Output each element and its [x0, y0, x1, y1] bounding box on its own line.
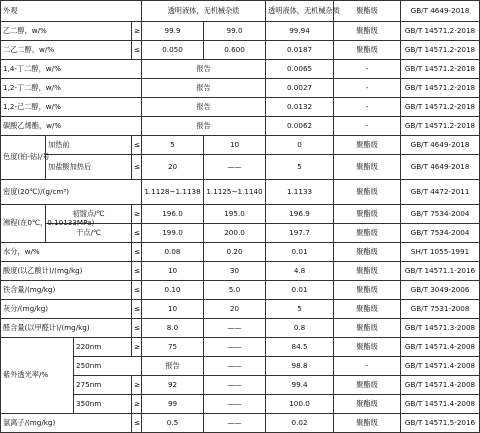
row-acidity — [1, 262, 480, 281]
item-label: 碳酸乙烯酯，w/% — [1, 117, 142, 136]
grade: - — [334, 98, 401, 117]
measured-value: 0.0132 — [266, 98, 334, 117]
row-ethylene-carbonate — [1, 117, 480, 136]
grade: 聚酯级 — [334, 376, 401, 395]
grade: 聚酯级 — [334, 414, 401, 433]
standard: GB/T 4649-2018 — [401, 136, 480, 155]
wavelength: 350nm — [74, 395, 132, 414]
measured-value: 0.8 — [266, 319, 334, 338]
measured-value: 196.9 — [266, 205, 334, 224]
row-12-hexanediol — [1, 98, 480, 117]
measured-value: 5 — [266, 155, 334, 180]
measured-value: 100.0 — [266, 395, 334, 414]
spec-value-1: 0.5 — [142, 414, 204, 433]
spec-value-1: 99.9 — [142, 22, 204, 41]
standard: GB/T 3049-2006 — [401, 281, 480, 300]
spec-report: 报告 — [142, 357, 204, 376]
spec-value-2: —— — [204, 338, 266, 357]
spec-value-2: 1.1125~1.1140 — [204, 180, 266, 205]
item-label: 二乙二醇，w/% — [1, 41, 132, 60]
spec-value: 透明液体，无机械杂质 — [142, 1, 266, 22]
standard: GB/T 14571.2-2018 — [401, 41, 480, 60]
spec-value-2: 10 — [204, 136, 266, 155]
row-chloride — [1, 414, 480, 433]
measured-value: 0.01 — [266, 243, 334, 262]
item-label: 1,2-己二醇，w/% — [1, 98, 142, 117]
grade: 聚酯级 — [334, 243, 401, 262]
operator: ≥ — [132, 376, 142, 395]
standard: GB/T 4649-2018 — [401, 1, 480, 22]
row-uv-220 — [1, 338, 480, 357]
spec-value-1: 199.0 — [142, 224, 204, 243]
measured-value: 透明液体，无机械杂质 — [266, 1, 334, 22]
item-label: 密度(20℃)/(g/cm³) — [1, 180, 142, 205]
row-ash — [1, 300, 480, 319]
operator: ≤ — [132, 136, 142, 155]
measured-value: 5 — [266, 300, 334, 319]
standard: GB/T 14571.4-2008 — [401, 357, 480, 376]
spec-value-2: 99.0 — [204, 22, 266, 41]
wavelength: 220nm — [74, 338, 132, 357]
spec-value-1: 1.1128~1.1138 — [142, 180, 204, 205]
grade: - — [334, 60, 401, 79]
row-boiling-initial — [1, 205, 480, 224]
spec-value-2: —— — [204, 155, 266, 180]
grade: 聚酯级 — [334, 41, 401, 60]
operator: ≤ — [132, 262, 142, 281]
standard: GB/T 7531-2008 — [401, 300, 480, 319]
spec-report: 报告 — [142, 117, 266, 136]
standard: GB/T 14571.2-2018 — [401, 117, 480, 136]
operator: ≤ — [132, 300, 142, 319]
standard: GB/T 14571.4-2008 — [401, 376, 480, 395]
grade: 聚酯级 — [334, 180, 401, 205]
row-color-after-heat — [1, 155, 480, 180]
spec-value-1: 0.050 — [142, 41, 204, 60]
row-color-before-heat — [1, 136, 480, 155]
grade: 聚酯级 — [334, 262, 401, 281]
spec-value-1: 0.08 — [142, 243, 204, 262]
operator: ≥ — [132, 22, 142, 41]
row-water — [1, 243, 480, 262]
item-label: 紫外透光率/% — [1, 338, 74, 414]
spec-value-1: 5 — [142, 136, 204, 155]
grade: 聚酯级 — [334, 205, 401, 224]
standard: GB/T 4472-2011 — [401, 180, 480, 205]
item-label: 1,4-丁二醇，w/% — [1, 60, 142, 79]
sub-label: 初馏点/℃ — [46, 205, 132, 224]
spec-value-2: 0.600 — [204, 41, 266, 60]
measured-value: 197.7 — [266, 224, 334, 243]
measured-value: 0.02 — [266, 414, 334, 433]
measured-value: 1.1133 — [266, 180, 334, 205]
spec-value-2: —— — [204, 357, 266, 376]
standard: GB/T 14571.2-2018 — [401, 60, 480, 79]
item-label: 水分，w/% — [1, 243, 132, 262]
sub-label: 干点/℃ — [46, 224, 132, 243]
item-label: 醛含量(以甲醛计)/(mg/kg) — [1, 319, 132, 338]
spec-value-2: —— — [204, 319, 266, 338]
grade: 聚酯级 — [334, 1, 401, 22]
standard: GB/T 14571.3-2008 — [401, 319, 480, 338]
grade: - — [334, 79, 401, 98]
spec-value-1: 0.10 — [142, 281, 204, 300]
measured-value: 0 — [266, 136, 334, 155]
grade: 聚酯级 — [334, 300, 401, 319]
measured-value: 99.94 — [266, 22, 334, 41]
grade: - — [334, 357, 401, 376]
spec-value-1: 8.0 — [142, 319, 204, 338]
spec-value-2: —— — [204, 414, 266, 433]
spec-value-1: 99 — [142, 395, 204, 414]
operator: ≥ — [132, 338, 142, 357]
row-14-butanediol — [1, 60, 480, 79]
spec-report: 报告 — [142, 79, 266, 98]
spec-value-1: 10 — [142, 262, 204, 281]
spec-value-2: 0.20 — [204, 243, 266, 262]
grade: 聚酯级 — [334, 22, 401, 41]
spec-value-1: 10 — [142, 300, 204, 319]
item-label: 乙二醇，w/% — [1, 22, 132, 41]
spec-report: 报告 — [142, 60, 266, 79]
row-density — [1, 180, 480, 205]
grade: - — [334, 117, 401, 136]
operator: ≥ — [132, 205, 142, 224]
spec-value-2: 20 — [204, 300, 266, 319]
operator: ≤ — [132, 243, 142, 262]
row-aldehyde — [1, 319, 480, 338]
operator: ≤ — [132, 281, 142, 300]
row-appearance — [1, 1, 480, 22]
item-label: 氯离子/(mg/kg) — [1, 414, 132, 433]
grade: 聚酯级 — [334, 395, 401, 414]
item-label: 沸程(在0℃，0.10133MPa) — [1, 205, 46, 243]
measured-value: 84.5 — [266, 338, 334, 357]
standard: GB/T 14571.1-2016 — [401, 262, 480, 281]
spec-value-2: —— — [204, 395, 266, 414]
spec-value-2: 5.0 — [204, 281, 266, 300]
item-label: 铁含量/(mg/kg) — [1, 281, 132, 300]
item-label: 1,2-丁二醇，w/% — [1, 79, 142, 98]
wavelength: 250nm — [74, 357, 142, 376]
spec-value-1: 20 — [142, 155, 204, 180]
standard: GB/T 4649-2018 — [401, 155, 480, 180]
grade: 聚酯级 — [334, 281, 401, 300]
measured-value: 99.4 — [266, 376, 334, 395]
standard: GB/T 7534-2004 — [401, 224, 480, 243]
measured-value: 0.01 — [266, 281, 334, 300]
grade: 聚酯级 — [334, 319, 401, 338]
operator: ≤ — [132, 414, 142, 433]
standard: GB/T 14571.4-2008 — [401, 395, 480, 414]
measured-value: 0.0062 — [266, 117, 334, 136]
operator: ≤ — [132, 319, 142, 338]
sub-label: 加热前 — [46, 136, 132, 155]
item-label: 酸度(以乙酸计)/(mg/kg) — [1, 262, 132, 281]
row-diethylene-glycol — [1, 41, 480, 60]
row-ethylene-glycol — [1, 22, 480, 41]
standard: GB/T 14571.4-2008 — [401, 338, 480, 357]
spec-value-1: 92 — [142, 376, 204, 395]
standard: GB/T 14571.5-2016 — [401, 414, 480, 433]
operator: ≤ — [132, 224, 142, 243]
standard: GB/T 14571.2-2018 — [401, 98, 480, 117]
standard: GB/T 14571.2-2018 — [401, 22, 480, 41]
spec-report: 报告 — [142, 98, 266, 117]
row-iron — [1, 281, 480, 300]
sub-label: 加盐酸加热后 — [46, 155, 132, 180]
measured-value: 0.0187 — [266, 41, 334, 60]
item-label: 色度(铂-钴)/号 — [1, 136, 46, 180]
wavelength: 275nm — [74, 376, 132, 395]
spec-value-1: 75 — [142, 338, 204, 357]
grade: 聚酯级 — [334, 338, 401, 357]
measured-value: 0.0027 — [266, 79, 334, 98]
standard: GB/T 7534-2004 — [401, 205, 480, 224]
measured-value: 0.0065 — [266, 60, 334, 79]
spec-value-2: 30 — [204, 262, 266, 281]
spec-value-2: 195.0 — [204, 205, 266, 224]
operator: ≤ — [132, 41, 142, 60]
spec-value-1: 196.0 — [142, 205, 204, 224]
row-12-butanediol — [1, 79, 480, 98]
standard: SH/T 1055-1991 — [401, 243, 480, 262]
measured-value: 4.8 — [266, 262, 334, 281]
operator: ≤ — [132, 155, 142, 180]
standard: GB/T 14571.2-2018 — [401, 79, 480, 98]
item-label: 灰分/(mg/kg) — [1, 300, 132, 319]
grade: 聚酯级 — [334, 224, 401, 243]
spec-value-2: —— — [204, 376, 266, 395]
measured-value: 98.8 — [266, 357, 334, 376]
item-label: 外观 — [1, 1, 142, 22]
operator: ≥ — [132, 395, 142, 414]
grade: 聚酯级 — [334, 155, 401, 180]
grade: 聚酯级 — [334, 136, 401, 155]
spec-value-2: 200.0 — [204, 224, 266, 243]
